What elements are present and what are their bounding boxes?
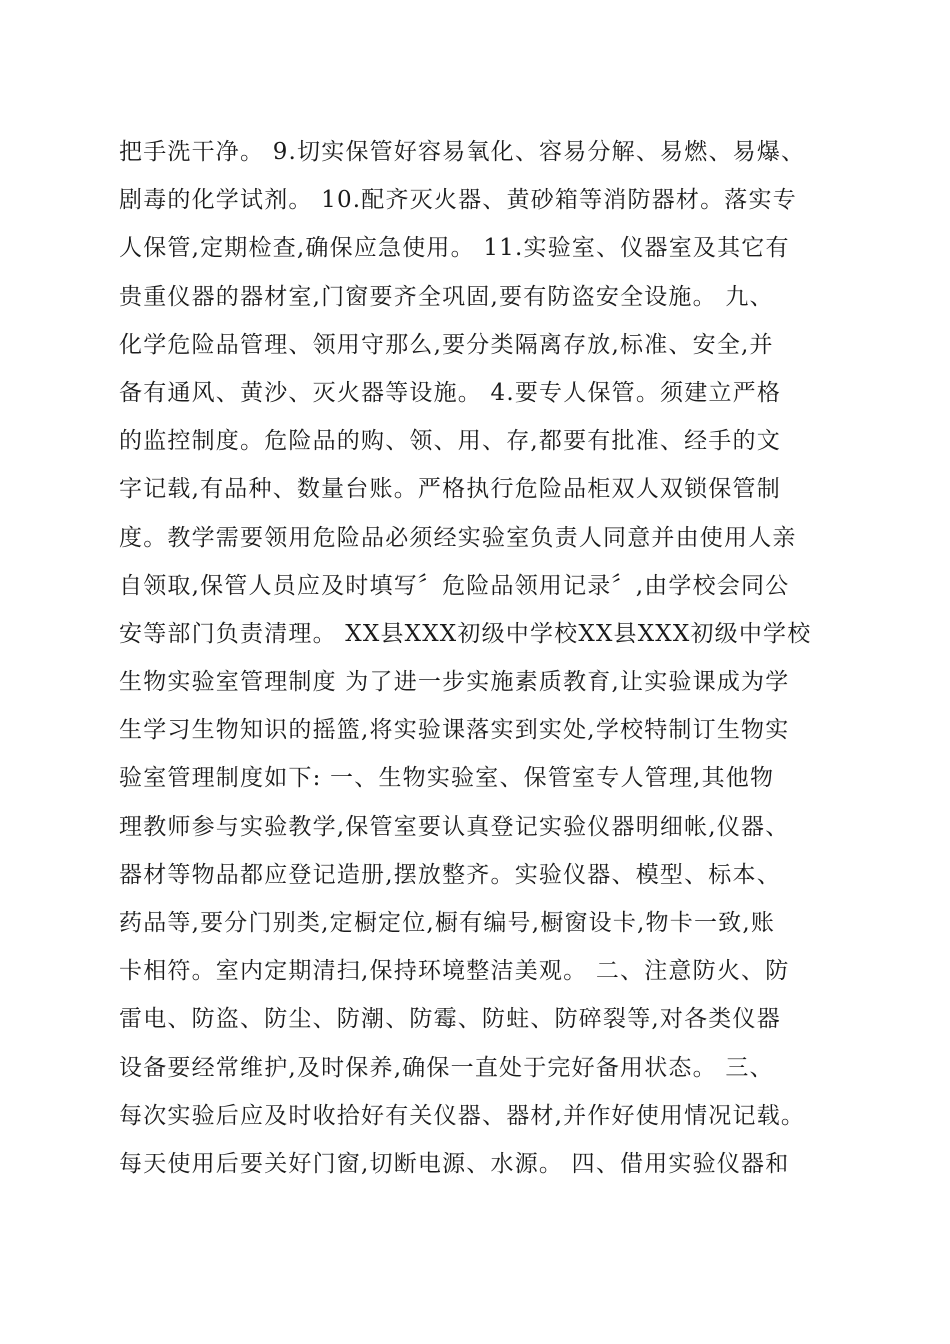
text-line: 度。教学需要领用危险品必须经实验室负责人同意并由使用人亲 xyxy=(119,524,797,551)
body-text xyxy=(119,128,839,1188)
text-line: 贵重仪器的器材室,门窗要齐全巩固,要有防盗安全设施。 九、 xyxy=(119,283,774,310)
text-line: 生学习生物知识的摇篮,将实验课落实到实处,学校特制订生物实 xyxy=(119,717,790,744)
text-line: 器材等物品都应登记造册,摆放整齐。实验仪器、模型、标本、 xyxy=(119,861,781,888)
text-line: 雷电、防盗、防尘、防潮、防霉、防蛀、防碎裂等,对各类仪器 xyxy=(119,1006,781,1033)
text-line: 安等部门负责清理。 XX县XXX初级中学校XX县XXX初级中学校 xyxy=(119,620,812,647)
text-line: 设备要经常维护,及时保养,确保一直处于完好备用状态。 三、 xyxy=(119,1054,774,1081)
text-line: 字记载,有品种、数量台账。严格执行危险品柜双人双锁保管制 xyxy=(119,476,781,503)
text-line: 备有通风、黄沙、灭火器等设施。 4.要专人保管。须建立严格 xyxy=(119,379,782,406)
text-line: 每次实验后应及时收拾好有关仪器、器材,并作好使用情况记载。 xyxy=(119,1102,806,1129)
text-line: 的监控制度。危险品的购、领、用、存,都要有批准、经手的文 xyxy=(119,428,781,455)
text-line: 生物实验室管理制度 为了进一步实施素质教育,让实验课成为学 xyxy=(119,669,790,696)
text-line: 自领取,保管人员应及时填写〞危险品领用记录〞,由学校会同公 xyxy=(119,572,790,599)
text-line: 药品等,要分门别类,定橱定位,橱有编号,橱窗设卡,物卡一致,账 xyxy=(119,910,776,936)
text-line: 验室管理制度如下: 一、生物实验室、保管室专人管理,其他物 xyxy=(119,765,775,792)
text-line: 化学危险品管理、领用守那么,要分类隔离存放,标准、安全,并 xyxy=(119,331,774,358)
text-line: 人保管,定期检查,确保应急使用。 11.实验室、仪器室及其它有 xyxy=(119,235,790,262)
text-line: 把手洗干净。 9.切实保管好容易氧化、容易分解、易燃、易爆、 xyxy=(119,139,806,165)
text-line: 理教师参与实验教学,保管室要认真登记实验仪器明细帐,仪器、 xyxy=(119,813,790,840)
text-line: 剧毒的化学试剂。 10.配齐灭火器、黄砂箱等消防器材。落实专 xyxy=(119,187,797,214)
text-line: 卡相符。室内定期清扫,保持环境整洁美观。 二、注意防火、防 xyxy=(119,958,790,985)
text-line: 每天使用后要关好门窗,切断电源、水源。 四、借用实验仪器和 xyxy=(119,1150,790,1177)
